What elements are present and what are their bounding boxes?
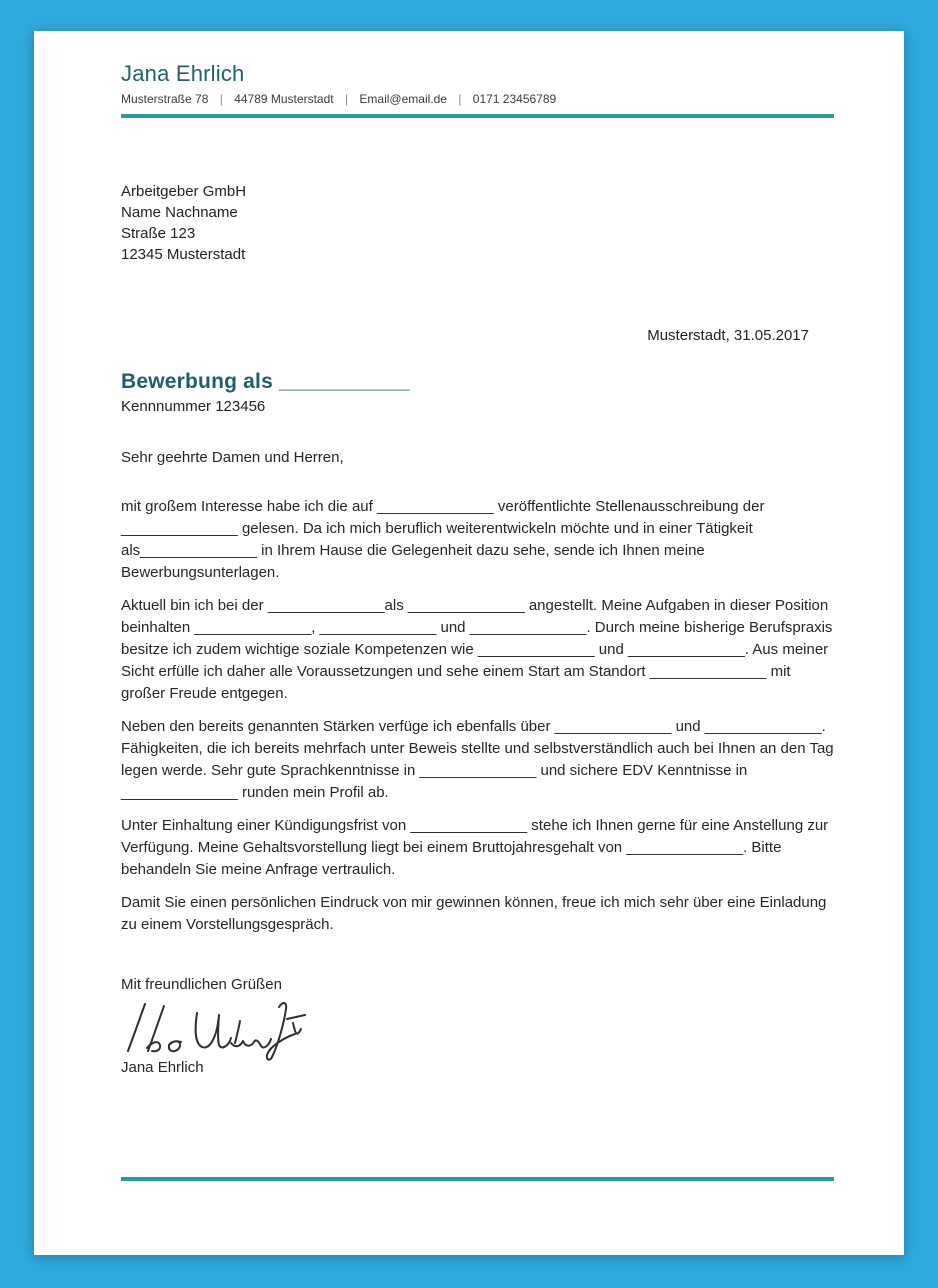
recipient-city: 12345 Musterstadt <box>121 246 246 263</box>
closing-farewell: Mit freundlichen Grüßen <box>121 976 282 993</box>
sender-street: Musterstraße 78 <box>121 92 209 106</box>
body-paragraph-4: Unter Einhaltung einer Kündigungsfrist von ______________ stehe ich Ihnen gerne für eine Anstellung zur Verfügung. Meine Gehaltsvorstellung liegt bei einem Bruttojahresgehalt von ______________. Bitte behandeln Sie meine Anfrage vertraulich. <box>121 817 829 878</box>
sender-phone: 0171 23456789 <box>472 92 557 106</box>
salutation: Sehr geehrte Damen und Herren, <box>121 449 344 466</box>
letter-content <box>121 31 834 1076</box>
sender-city: 44789 Musterstadt <box>234 92 334 106</box>
recipient-street: Straße 123 <box>121 225 196 242</box>
recipient-company: Arbeitgeber GmbH <box>121 183 247 200</box>
date-line: Musterstadt, 31.05.2017 <box>647 327 809 344</box>
body-paragraph-3: Neben den bereits genannten Stärken verfüge ich ebenfalls über ______________ und ______________. Fähigkeiten, die ich bereits mehrfach unter Beweis stellte und selbstverständlich auch bei Ihnen an den Tag legen werde. Sehr gute Sprachkenntnisse in ______________ und sichere EDV Kenntnisse in ______________ runden mein Profil ab. <box>121 718 834 801</box>
letter-page <box>34 31 904 1255</box>
contact-separator: | <box>458 92 462 106</box>
signer-name: Jana Ehrlich <box>121 1059 204 1076</box>
signature-drawing <box>121 1001 311 1065</box>
sender-email: Email@email.de <box>359 92 447 106</box>
reference-number: Kennnummer 123456 <box>121 398 266 415</box>
footer-divider <box>121 1177 834 1181</box>
header-divider <box>121 114 834 118</box>
contact-separator: | <box>219 92 223 106</box>
contact-separator: | <box>344 92 349 106</box>
handwritten-signature <box>121 1001 834 1065</box>
recipient-contact-person: Name Nachname <box>121 204 238 221</box>
body-paragraph-5: Damit Sie einen persönlichen Eindruck von mir gewinnen können, freue ich mich sehr über eine Einladung zu einem Vorstellungsgespräch. <box>121 894 827 933</box>
letter-header <box>121 61 834 118</box>
body-paragraph-1: mit großem Interesse habe ich die auf ______________ veröffentlichte Stellenausschreibung der ______________ gelesen. Da ich mich beruflich weiterentwickeln möchte und in einer Tätigkeit als______________ in Ihrem Hause die Gelegenheit dazu sehe, sende ich Ihnen meine Bewerbungsunterlagen. <box>121 498 765 581</box>
sender-contact-line <box>121 92 834 106</box>
body-paragraph-2: Aktuell bin ich bei der ______________als ______________ angestellt. Meine Aufgaben in dieser Position beinhalten ______________, ______________ und ______________. Durch meine bisherige Berufspraxis besitze ich zudem wichtige soziale Kompetenzen wie ______________ und ______________. Aus meiner Sicht erfülle ich daher alle Voraussetzungen und sehe einem Start am Standort ______________ mit großer Freude entgegen. <box>121 597 833 702</box>
subject-line: Bewerbung als ___________ <box>121 370 410 393</box>
sender-name: Jana Ehrlich <box>121 61 245 86</box>
recipient-block <box>121 181 834 265</box>
